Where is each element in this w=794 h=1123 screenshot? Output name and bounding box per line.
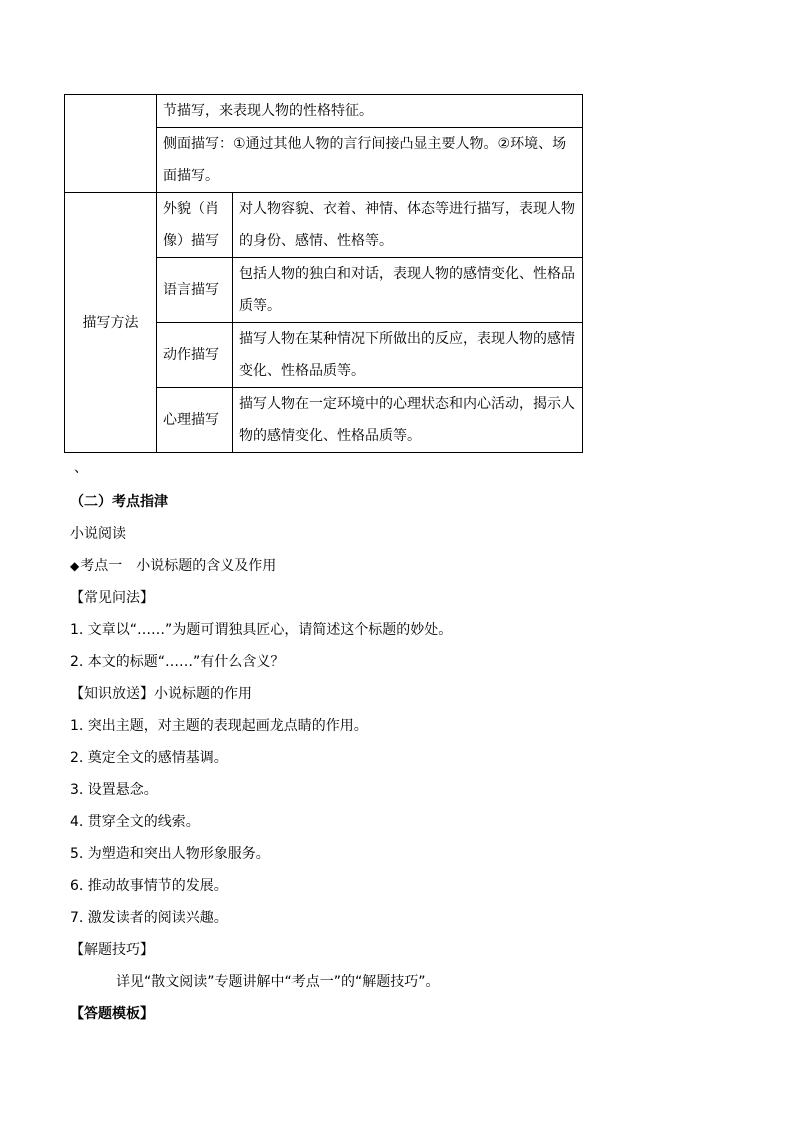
list-item: 2. 奠定全文的感情基调。 — [70, 750, 228, 766]
point-title-text: 考点一 小说标题的含义及作用 — [80, 558, 277, 574]
template-heading: 【答题模板】 — [70, 1006, 154, 1022]
list-item: 6. 推动故事情节的发展。 — [70, 878, 228, 894]
table-method-text: 对人物容貌、衣着、神情、体态等进行描写，表现人物的身份、感情、性格等。 — [233, 193, 583, 258]
table-row — [65, 95, 583, 128]
knowledge-heading-label: 【知识放送】 — [70, 686, 154, 702]
common-questions-heading: 【常见问法】 — [70, 590, 154, 606]
table-row — [65, 193, 583, 258]
table-method-text: 包括人物的独白和对话，表现人物的感情变化、性格品质等。 — [233, 258, 583, 323]
table-method-text: 描写人物在一定环境中的心理状态和内心活动，揭示人物的感情变化、性格品质等。 — [233, 388, 583, 453]
table-method-name: 动作描写 — [157, 323, 233, 388]
table-method-text: 描写人物在某种情况下所做出的反应，表现人物的感情变化、性格品质等。 — [233, 323, 583, 388]
point-title — [70, 550, 750, 582]
section-title: （二）考点指津 — [70, 494, 168, 510]
diamond-bullet-icon: ◆ — [70, 559, 80, 573]
subsection-title: 小说阅读 — [70, 526, 126, 542]
list-item: 1. 突出主题，对主题的表现起画龙点睛的作用。 — [70, 718, 368, 734]
stray-mark: 、 — [74, 460, 88, 476]
list-item: 2. 本文的标题“……”有什么含义？ — [70, 654, 285, 670]
table-cell-text: 侧面描写：①通过其他人物的言行间接凸显主要人物。②环境、场面描写。 — [157, 128, 583, 193]
list-item: 5. 为塑造和突出人物形象服务。 — [70, 846, 270, 862]
table-method-name: 语言描写 — [157, 258, 233, 323]
list-item: 4. 贯穿全文的线索。 — [70, 814, 200, 830]
knowledge-heading-title: 小说标题的作用 — [154, 686, 252, 702]
document-body — [70, 486, 750, 1030]
table-group-label: 描写方法 — [65, 193, 157, 453]
description-methods-table — [64, 94, 583, 453]
table-cell-empty — [65, 95, 157, 193]
knowledge-heading — [70, 678, 750, 710]
list-item: 1. 文章以“……”为题可谓独具匠心，请简述这个标题的妙处。 — [70, 622, 453, 638]
list-item: 3. 设置悬念。 — [70, 782, 158, 798]
table-method-name: 心理描写 — [157, 388, 233, 453]
tips-heading: 【解题技巧】 — [70, 942, 154, 958]
tips-text: 详见“散文阅读”专题讲解中“考点一”的“解题技巧”。 — [116, 974, 440, 990]
table-cell-text: 节描写，来表现人物的性格特征。 — [157, 95, 583, 128]
table-method-name: 外貌（肖像）描写 — [157, 193, 233, 258]
list-item: 7. 激发读者的阅读兴趣。 — [70, 910, 228, 926]
